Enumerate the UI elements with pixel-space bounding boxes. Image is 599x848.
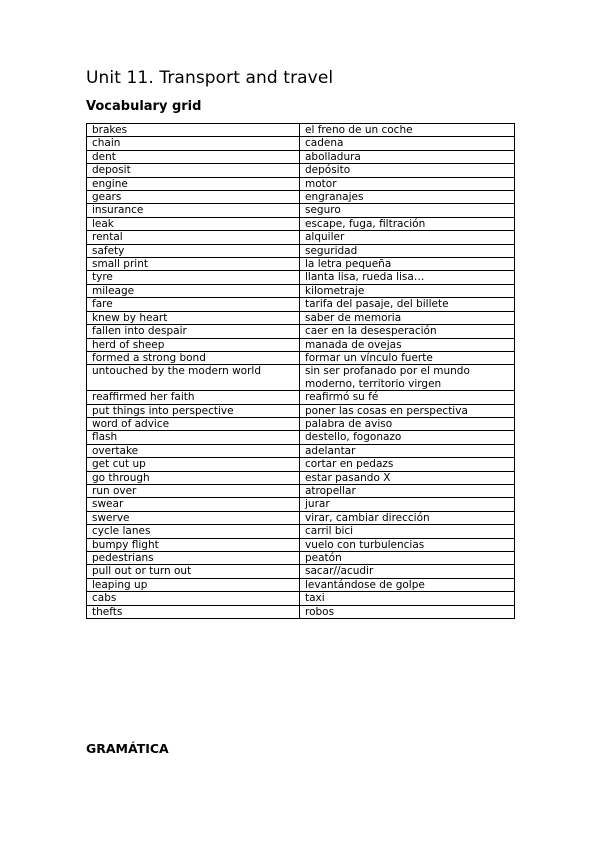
spanish-translation-cell: jurar bbox=[300, 498, 515, 511]
spanish-translation-cell: peatón bbox=[300, 552, 515, 565]
grammar-heading: GRAMÁTICA bbox=[86, 741, 169, 756]
english-term-cell: flash bbox=[87, 431, 300, 444]
table-row bbox=[87, 565, 515, 578]
table-row bbox=[87, 417, 515, 430]
table-row bbox=[87, 578, 515, 591]
spanish-translation-cell: seguro bbox=[300, 204, 515, 217]
english-term-cell: safety bbox=[87, 244, 300, 257]
table-row bbox=[87, 271, 515, 284]
english-term-cell: bumpy flight bbox=[87, 538, 300, 551]
english-term-cell: herd of sheep bbox=[87, 338, 300, 351]
spanish-translation-cell: robos bbox=[300, 605, 515, 618]
table-row bbox=[87, 351, 515, 364]
table-row bbox=[87, 298, 515, 311]
spanish-translation-cell: caer en la desesperación bbox=[300, 325, 515, 338]
english-term-cell: word of advice bbox=[87, 417, 300, 430]
table-row bbox=[87, 444, 515, 457]
english-term-cell: tyre bbox=[87, 271, 300, 284]
spanish-translation-cell: formar un vínculo fuerte bbox=[300, 351, 515, 364]
table-row bbox=[87, 471, 515, 484]
english-term-cell: overtake bbox=[87, 444, 300, 457]
table-row bbox=[87, 204, 515, 217]
table-row bbox=[87, 244, 515, 257]
english-term-cell: deposit bbox=[87, 164, 300, 177]
table-row bbox=[87, 538, 515, 551]
english-term-cell: untouched by the modern world bbox=[87, 365, 300, 391]
spanish-translation-cell: el freno de un coche bbox=[300, 124, 515, 137]
table-row bbox=[87, 325, 515, 338]
spanish-translation-cell: saber de memoria bbox=[300, 311, 515, 324]
spanish-translation-cell: virar, cambiar dirección bbox=[300, 511, 515, 524]
english-term-cell: pull out or turn out bbox=[87, 565, 300, 578]
table-row bbox=[87, 137, 515, 150]
english-term-cell: thefts bbox=[87, 605, 300, 618]
english-term-cell: knew by heart bbox=[87, 311, 300, 324]
spanish-translation-cell: vuelo con turbulencias bbox=[300, 538, 515, 551]
table-row bbox=[87, 191, 515, 204]
vocabulary-table bbox=[86, 123, 515, 619]
table-row bbox=[87, 338, 515, 351]
english-term-cell: leak bbox=[87, 217, 300, 230]
spanish-translation-cell: palabra de aviso bbox=[300, 417, 515, 430]
english-term-cell: swerve bbox=[87, 511, 300, 524]
spanish-translation-cell: reafirmó su fé bbox=[300, 391, 515, 404]
spanish-translation-cell: poner las cosas en perspectiva bbox=[300, 404, 515, 417]
spanish-translation-cell: levantándose de golpe bbox=[300, 578, 515, 591]
table-row bbox=[87, 552, 515, 565]
table-row bbox=[87, 484, 515, 497]
spanish-translation-cell: carril bici bbox=[300, 525, 515, 538]
spanish-translation-cell: taxi bbox=[300, 592, 515, 605]
table-row bbox=[87, 177, 515, 190]
spanish-translation-cell: escape, fuga, filtración bbox=[300, 217, 515, 230]
table-row bbox=[87, 124, 515, 137]
english-term-cell: fallen into despair bbox=[87, 325, 300, 338]
spanish-translation-cell: adelantar bbox=[300, 444, 515, 457]
spanish-translation-cell: kilometraje bbox=[300, 284, 515, 297]
english-term-cell: chain bbox=[87, 137, 300, 150]
table-row bbox=[87, 231, 515, 244]
spanish-translation-cell: cortar en pedazs bbox=[300, 458, 515, 471]
spanish-translation-cell: estar pasando X bbox=[300, 471, 515, 484]
spanish-translation-cell: motor bbox=[300, 177, 515, 190]
english-term-cell: insurance bbox=[87, 204, 300, 217]
table-row bbox=[87, 311, 515, 324]
spanish-translation-cell: cadena bbox=[300, 137, 515, 150]
spanish-translation-cell: engranajes bbox=[300, 191, 515, 204]
spanish-translation-cell: sacar//acudir bbox=[300, 565, 515, 578]
spanish-translation-cell: alquiler bbox=[300, 231, 515, 244]
spanish-translation-cell: seguridad bbox=[300, 244, 515, 257]
table-row bbox=[87, 284, 515, 297]
spanish-translation-cell: la letra pequeña bbox=[300, 258, 515, 271]
spanish-translation-cell: sin ser profanado por el mundo moderno, territorio virgen bbox=[300, 365, 515, 391]
english-term-cell: swear bbox=[87, 498, 300, 511]
english-term-cell: brakes bbox=[87, 124, 300, 137]
table-row bbox=[87, 258, 515, 271]
english-term-cell: put things into perspective bbox=[87, 404, 300, 417]
english-term-cell: rental bbox=[87, 231, 300, 244]
table-row bbox=[87, 365, 515, 391]
table-row bbox=[87, 592, 515, 605]
english-term-cell: leaping up bbox=[87, 578, 300, 591]
table-row bbox=[87, 217, 515, 230]
table-row bbox=[87, 498, 515, 511]
table-row bbox=[87, 404, 515, 417]
english-term-cell: formed a strong bond bbox=[87, 351, 300, 364]
english-term-cell: pedestrians bbox=[87, 552, 300, 565]
spanish-translation-cell: atropellar bbox=[300, 484, 515, 497]
page-title: Unit 11. Transport and travel bbox=[86, 68, 334, 88]
english-term-cell: mileage bbox=[87, 284, 300, 297]
english-term-cell: go through bbox=[87, 471, 300, 484]
english-term-cell: dent bbox=[87, 150, 300, 163]
spanish-translation-cell: destello, fogonazo bbox=[300, 431, 515, 444]
table-row bbox=[87, 150, 515, 163]
english-term-cell: gears bbox=[87, 191, 300, 204]
table-row bbox=[87, 164, 515, 177]
table-row bbox=[87, 525, 515, 538]
spanish-translation-cell: abolladura bbox=[300, 150, 515, 163]
vocabulary-table-body bbox=[87, 124, 515, 619]
english-term-cell: small print bbox=[87, 258, 300, 271]
spanish-translation-cell: tarifa del pasaje, del billete bbox=[300, 298, 515, 311]
english-term-cell: cabs bbox=[87, 592, 300, 605]
english-term-cell: cycle lanes bbox=[87, 525, 300, 538]
english-term-cell: get cut up bbox=[87, 458, 300, 471]
section-subtitle: Vocabulary grid bbox=[86, 99, 202, 114]
table-row bbox=[87, 605, 515, 618]
table-row bbox=[87, 511, 515, 524]
spanish-translation-cell: manada de ovejas bbox=[300, 338, 515, 351]
english-term-cell: reaffirmed her faith bbox=[87, 391, 300, 404]
table-row bbox=[87, 458, 515, 471]
table-row bbox=[87, 431, 515, 444]
english-term-cell: fare bbox=[87, 298, 300, 311]
table-row bbox=[87, 391, 515, 404]
english-term-cell: run over bbox=[87, 484, 300, 497]
spanish-translation-cell: llanta lisa, rueda lisa… bbox=[300, 271, 515, 284]
spanish-translation-cell: depósito bbox=[300, 164, 515, 177]
english-term-cell: engine bbox=[87, 177, 300, 190]
